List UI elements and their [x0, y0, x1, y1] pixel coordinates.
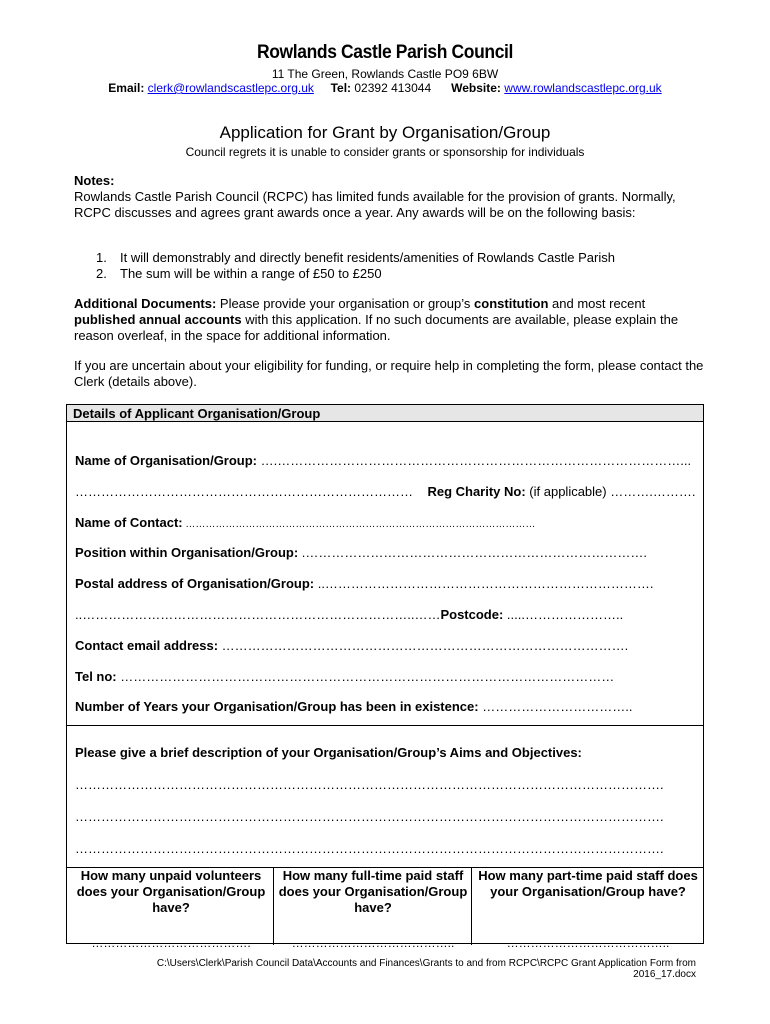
postal-address-field[interactable]: Postal address of Organisation/Group: ..………………………………………………………………….: [75, 576, 654, 591]
additional-documents: Additional Documents: Please provide your organisation or group’s constitution and most recent published annual accounts with this application. If no such documents are available, please explain the reason overleaf, in the space for additional information.: [74, 296, 679, 343]
tel-label: Tel:: [330, 81, 352, 95]
list-item: 2. The sum will be within a range of £50 to £250: [96, 266, 382, 281]
tel-value: 02392 413044: [354, 81, 432, 95]
email-label: Email:: [108, 81, 145, 95]
uncertain-note: If you are uncertain about your eligibility for funding, or require help in completing the form, please contact the Clerk (details above).: [74, 358, 704, 389]
aims-label: Please give a brief description of your Organisation/Group’s Aims and Objectives:: [75, 745, 582, 760]
website-link[interactable]: www.rowlandscastlepc.org.uk: [504, 81, 662, 95]
notes-body: Rowlands Castle Parish Council (RCPC) has limited funds available for the provision of grants. Normally, RCPC discusses and agrees grant awards once a year. Any awards will be on the following basis:: [74, 189, 676, 220]
full-time-staff-field[interactable]: …………………………………..: [291, 936, 455, 950]
list-item: 1. It will demonstrably and directly benefit residents/amenities of Rowlands Castle Parish: [96, 250, 615, 265]
postcode-label: Postcode:: [440, 607, 504, 622]
org-name-field[interactable]: Name of Organisation/Group: ….…………………………………………………………………………………...: [75, 453, 692, 468]
contact-line: [0, 81, 770, 95]
aims-line-3[interactable]: ……………………………………………………………………………………………………………………….: [75, 841, 664, 856]
column-divider: [273, 867, 274, 945]
years-existence-field[interactable]: Number of Years your Organisation/Group has been in existence: ……………………………..: [75, 699, 633, 714]
footer-file-path: C:\Users\Clerk\Parish Council Data\Accounts and Finances\Grants to and from RCPC\RCPC Grant Application Form from 2016_17.docx: [156, 958, 696, 980]
details-table: [66, 404, 704, 950]
website-label: Website:: [451, 81, 501, 95]
contact-email-field[interactable]: Contact email address: ………………………………………………………………………………….: [75, 638, 629, 653]
form-subtitle: Council regrets it is unable to consider grants or sponsorship for individuals: [185, 145, 585, 159]
reg-charity-label: Reg Charity No:: [427, 484, 526, 499]
org-name-continuation[interactable]: …………………………………………………………………… Reg Charity No: (if applicable) ……….……….: [75, 484, 696, 499]
column-divider: [471, 867, 472, 945]
council-address: 11 The Green, Rowlands Castle PO9 6BW: [271, 67, 499, 81]
basis-list: [96, 250, 615, 282]
aims-line-1[interactable]: ……………………………………………………………………………………………………………………….: [75, 777, 664, 792]
divider: [67, 725, 703, 726]
details-heading: Details of Applicant Organisation/Group: [67, 405, 703, 422]
part-time-staff-field[interactable]: …………………………………..: [506, 936, 670, 950]
email-link[interactable]: clerk@rowlandscastlepc.org.uk: [147, 81, 314, 95]
council-name: Rowlands Castle Parish Council: [256, 42, 514, 63]
full-time-staff-question: How many full-time paid staff does your Organisation/Group have?: [278, 868, 468, 915]
postcode-field: .....…………………..: [503, 607, 624, 622]
unpaid-volunteers-question: How many unpaid volunteers does your Organisation/Group have?: [76, 868, 266, 915]
position-field[interactable]: Position within Organisation/Group: .…………………………………………………………………….: [75, 545, 648, 560]
unpaid-volunteers-field[interactable]: ………………………………….: [91, 936, 251, 950]
tel-no-field[interactable]: Tel no: ……………………………………………………………………………………………………: [75, 669, 615, 684]
postal-address-continuation[interactable]: ..…………………………………………………………………..……Postcode: .....…………………..: [75, 607, 624, 622]
notes-heading: Notes:: [74, 173, 115, 188]
reg-charity-field: (if applicable) ……….……….: [525, 484, 696, 499]
contact-name-field[interactable]: Name of Contact: ……………………………………………………………………………………………: [75, 515, 536, 530]
part-time-staff-question: How many part-time paid staff does your Organisation/Group have?: [478, 868, 698, 899]
form-title: Application for Grant by Organisation/Group: [219, 123, 551, 142]
aims-line-2[interactable]: ……………………………………………………………………………………………………………………….: [75, 809, 664, 824]
